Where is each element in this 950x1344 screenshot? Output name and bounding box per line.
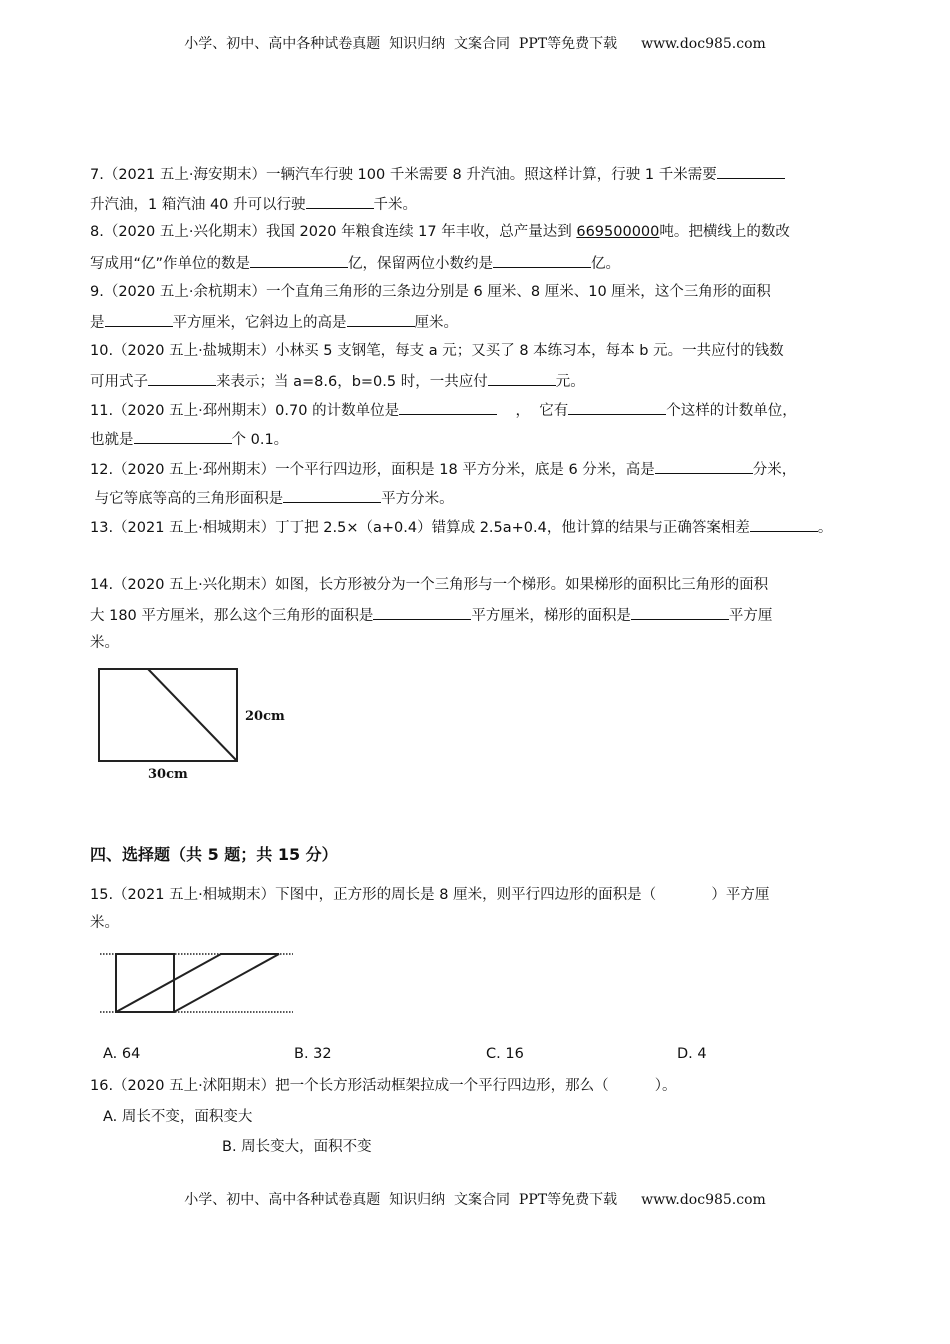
q8-text: 8.（2020 五上·兴化期末）我国 2020 年粮食连续 17 年丰收，总产量达到 <box>90 224 577 240</box>
q14-text: 平方厘 <box>728 608 773 624</box>
answer-blank[interactable] <box>347 311 415 327</box>
q7-line1 <box>90 163 785 183</box>
q10-text: 元。 <box>555 374 585 390</box>
q12-text: 分米， <box>752 462 797 478</box>
answer-blank[interactable] <box>148 370 216 386</box>
q10-text: 可用式子 <box>90 374 148 390</box>
answer-blank[interactable] <box>306 193 374 209</box>
answer-blank[interactable] <box>493 252 591 268</box>
footer-url[interactable]: www.doc985.com <box>641 1192 766 1208</box>
q11-line1 <box>90 399 797 419</box>
footer-text: 小学、初中、高中各种试卷真题 知识归纳 文案合同 PPT等免费下载 <box>184 1192 618 1208</box>
q14-line3 <box>90 633 119 653</box>
q8-text: 吨。把横线上的数改 <box>659 224 790 240</box>
q7-text: 7.（2021 五上·海安期末）一辆汽车行驶 100 千米需要 8 升汽油。照这样计算，行驶 1 千米需要 <box>90 167 717 183</box>
q9-text: 厘米。 <box>414 315 458 331</box>
q15-text: 15.（2021 五上·相城期末）下图中，正方形的周长是 8 厘米，则平行四边形的面积是（ ）平方厘 <box>90 887 770 903</box>
answer-blank[interactable] <box>105 311 173 327</box>
q8-line1 <box>90 222 790 242</box>
header-text: 小学、初中、高中各种试卷真题 知识归纳 文案合同 PPT等免费下载 <box>184 36 618 52</box>
answer-blank[interactable] <box>399 399 497 415</box>
q11-text: 个 0.1。 <box>231 432 289 448</box>
answer-blank[interactable] <box>631 604 729 620</box>
q10-line2 <box>90 370 585 390</box>
q12-text: 与它等底等高的三角形面积是 <box>90 491 284 507</box>
option-c[interactable]: C. 16 <box>486 1046 524 1062</box>
q12-text: 12.（2020 五上·邳州期末）一个平行四边形，面积是 18 平方分米，底是 6 分米，高是 <box>90 462 655 478</box>
q16-text: 16.（2020 五上·沭阳期末）把一个长方形活动框架拉成一个平行四边形，那么（ ）。 <box>90 1078 677 1094</box>
answer-blank[interactable] <box>373 604 471 620</box>
answer-blank[interactable] <box>568 399 666 415</box>
q15-text: 米。 <box>90 915 119 931</box>
q12-text: 平方分米。 <box>381 491 454 507</box>
q15-line1 <box>90 885 769 905</box>
square-shape <box>116 954 174 1012</box>
q10-text: 来表示；当 a=8.6，b=0.5 时，一共应付 <box>216 374 488 390</box>
q14-text: 米。 <box>90 635 119 651</box>
answer-blank[interactable] <box>655 458 753 474</box>
q9-line1 <box>90 282 771 302</box>
q8-line2 <box>90 252 620 272</box>
q9-text: 平方厘米，它斜边上的高是 <box>172 315 347 331</box>
option-d[interactable]: D. 4 <box>677 1046 707 1062</box>
option-b[interactable]: B. 周长变大，面积不变 <box>222 1139 372 1155</box>
answer-blank[interactable] <box>134 428 232 444</box>
q8-text: 亿。 <box>591 256 621 272</box>
q12-line2 <box>90 487 454 507</box>
q14-line1 <box>90 575 768 595</box>
q14-line2 <box>90 604 772 624</box>
q7-text: 升汽油，1 箱汽油 40 升可以行驶 <box>90 197 306 213</box>
answer-blank[interactable] <box>488 370 556 386</box>
answer-blank[interactable] <box>250 252 348 268</box>
page-footer <box>0 1189 950 1209</box>
figure-width-label: 30cm <box>148 767 188 782</box>
underlined-number: 669500000 <box>576 224 660 240</box>
option-a[interactable]: A. 64 <box>103 1046 141 1062</box>
answer-blank[interactable] <box>283 487 381 503</box>
rectangle-shape <box>99 669 237 761</box>
section-heading: 四、选择题（共 5 题；共 15 分） <box>90 845 338 864</box>
q14-text: 大 180 平方厘米，那么这个三角形的面积是 <box>90 608 374 624</box>
option-b[interactable]: B. 32 <box>294 1046 332 1062</box>
diagonal-line <box>148 669 237 761</box>
q10-text: 10.（2020 五上·盐城期末）小林买 5 支钢笔，每支 a 元；又买了 8 本练习本，每本 b 元。一共应付的钱数 <box>90 343 784 359</box>
q13-text: 。 <box>817 520 833 536</box>
q12-line1 <box>90 458 796 478</box>
header-url[interactable]: www.doc985.com <box>641 36 766 52</box>
q13-text: 13.（2021 五上·相城期末）丁丁把 2.5×（a+0.4）错算成 2.5a+0.4，他计算的结果与正确答案相差 <box>90 520 750 536</box>
q15-line2 <box>90 913 119 933</box>
figure-height-label: 20cm <box>245 709 285 724</box>
q9-text: 是 <box>90 315 105 331</box>
q14-text: 14.（2020 五上·兴化期末）如图，长方形被分为一个三角形与一个梯形。如果梯形的面积比三角形的面积 <box>90 577 769 593</box>
option-a[interactable]: A. 周长不变，面积变大 <box>103 1109 253 1125</box>
q11-text: 也就是 <box>90 432 134 448</box>
q7-text: 千米。 <box>373 197 418 213</box>
square-parallelogram-figure <box>95 945 305 1020</box>
q8-text: 亿，保留两位小数约是 <box>348 256 494 272</box>
parallelogram-shape <box>116 954 279 1012</box>
q11-text: 11.（2020 五上·邳州期末）0.70 的计数单位是 <box>90 403 400 419</box>
q13-line1 <box>90 516 832 536</box>
answer-blank[interactable] <box>717 163 785 179</box>
rectangle-figure <box>90 660 320 790</box>
q14-text: 平方厘米，梯形的面积是 <box>471 608 631 624</box>
page-header <box>0 33 950 53</box>
q9-text: 9.（2020 五上·余杭期末）一个直角三角形的三条边分别是 6 厘米、8 厘米、10 厘米，这个三角形的面积 <box>90 284 771 300</box>
q8-text: 写成用“亿”作单位的数是 <box>90 256 251 272</box>
q11-text: ， 它有 <box>497 403 569 419</box>
q10-line1 <box>90 341 784 361</box>
answer-blank[interactable] <box>750 516 818 532</box>
q11-text: 个这样的计数单位， <box>666 403 797 419</box>
q9-line2 <box>90 311 458 331</box>
q11-line2 <box>90 428 288 448</box>
q7-line2 <box>90 193 417 213</box>
q16-line1 <box>90 1076 677 1096</box>
